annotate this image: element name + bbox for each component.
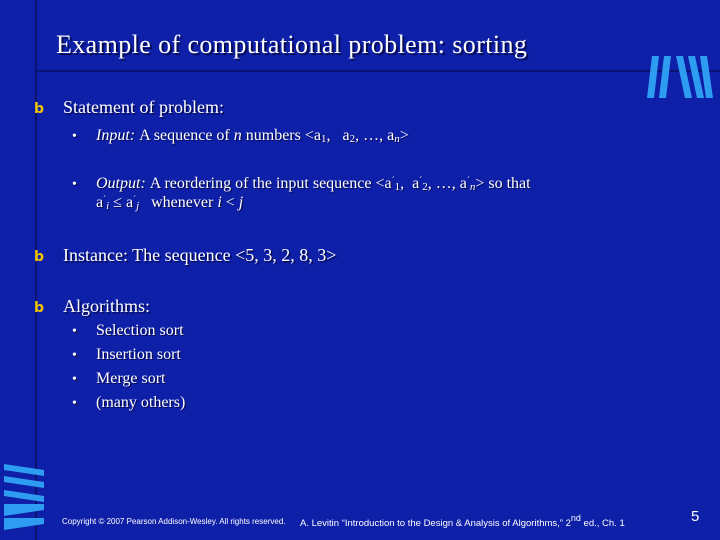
bullet-algorithms [34, 296, 150, 317]
dot-icon: • [72, 372, 77, 387]
output-text: A reordering of the input sequence <a [149, 175, 392, 192]
bullet-b-icon: b [34, 300, 45, 316]
dot-icon: • [72, 348, 77, 363]
citation-post: ed., Ch. 1 [580, 518, 625, 529]
algorithm-item [72, 346, 181, 364]
citation-pre: A. Levitin “Introduction to the Design & Analysis of Algorithms,” 2 [300, 518, 571, 529]
left-frame-line [35, 0, 37, 540]
bullet-statement [34, 97, 224, 118]
output-content: Output: A reordering of the input sequence $<a^´_1$, $a^´_2$, …, $a^´_n>$ so that [96, 175, 531, 193]
dot-icon: • [72, 396, 77, 411]
output-whenever: whenever [151, 194, 214, 211]
copyright-notice: Copyright © 2007 Pearson Addison-Wesley. All rights reserved. [62, 517, 286, 526]
dot-icon: • [72, 129, 77, 144]
input-label: Input: [96, 127, 136, 144]
output-line [72, 175, 531, 193]
citation-sup: nd [570, 513, 581, 523]
algorithm-label: Selection sort [96, 322, 184, 339]
citation [300, 513, 625, 529]
bullet-b-icon: b [34, 249, 45, 265]
bullet-b-icon: b [34, 101, 45, 117]
algorithm-label: (many others) [96, 394, 186, 411]
aw-logo-icon [646, 52, 714, 102]
aw-logo-vertical-icon [0, 462, 48, 532]
algorithm-label: Insertion sort [96, 346, 181, 363]
slide-title: Example of computational problem: sorting [56, 30, 528, 59]
page-number: 5 [691, 508, 700, 525]
bullet-instance [34, 245, 336, 266]
input-n: n [233, 127, 242, 144]
dot-icon: • [72, 324, 77, 339]
algorithms-heading: Algorithms: [63, 296, 151, 316]
algorithm-item [72, 394, 185, 412]
dot-icon: • [72, 177, 77, 192]
algorithm-label: Merge sort [96, 370, 166, 387]
input-rest: numbers <a [245, 127, 321, 144]
title-divider [36, 70, 720, 72]
algorithm-item [72, 322, 184, 340]
output-condition: $a^´_i \le a^´_j$ whenever i < j [96, 194, 244, 212]
output-so-that: so that [488, 175, 531, 192]
instance-text: Instance: The sequence <5, 3, 2, 8, 3> [63, 245, 337, 265]
algorithm-item [72, 370, 165, 388]
input-line [72, 127, 409, 145]
output-label: Output: [96, 175, 146, 192]
statement-heading: Statement of problem: [63, 97, 224, 117]
input-content: Input: A sequence of n numbers $<a_1$, $a_2$, …, $a_n>$ [96, 127, 409, 145]
input-text: A sequence of [139, 127, 230, 144]
